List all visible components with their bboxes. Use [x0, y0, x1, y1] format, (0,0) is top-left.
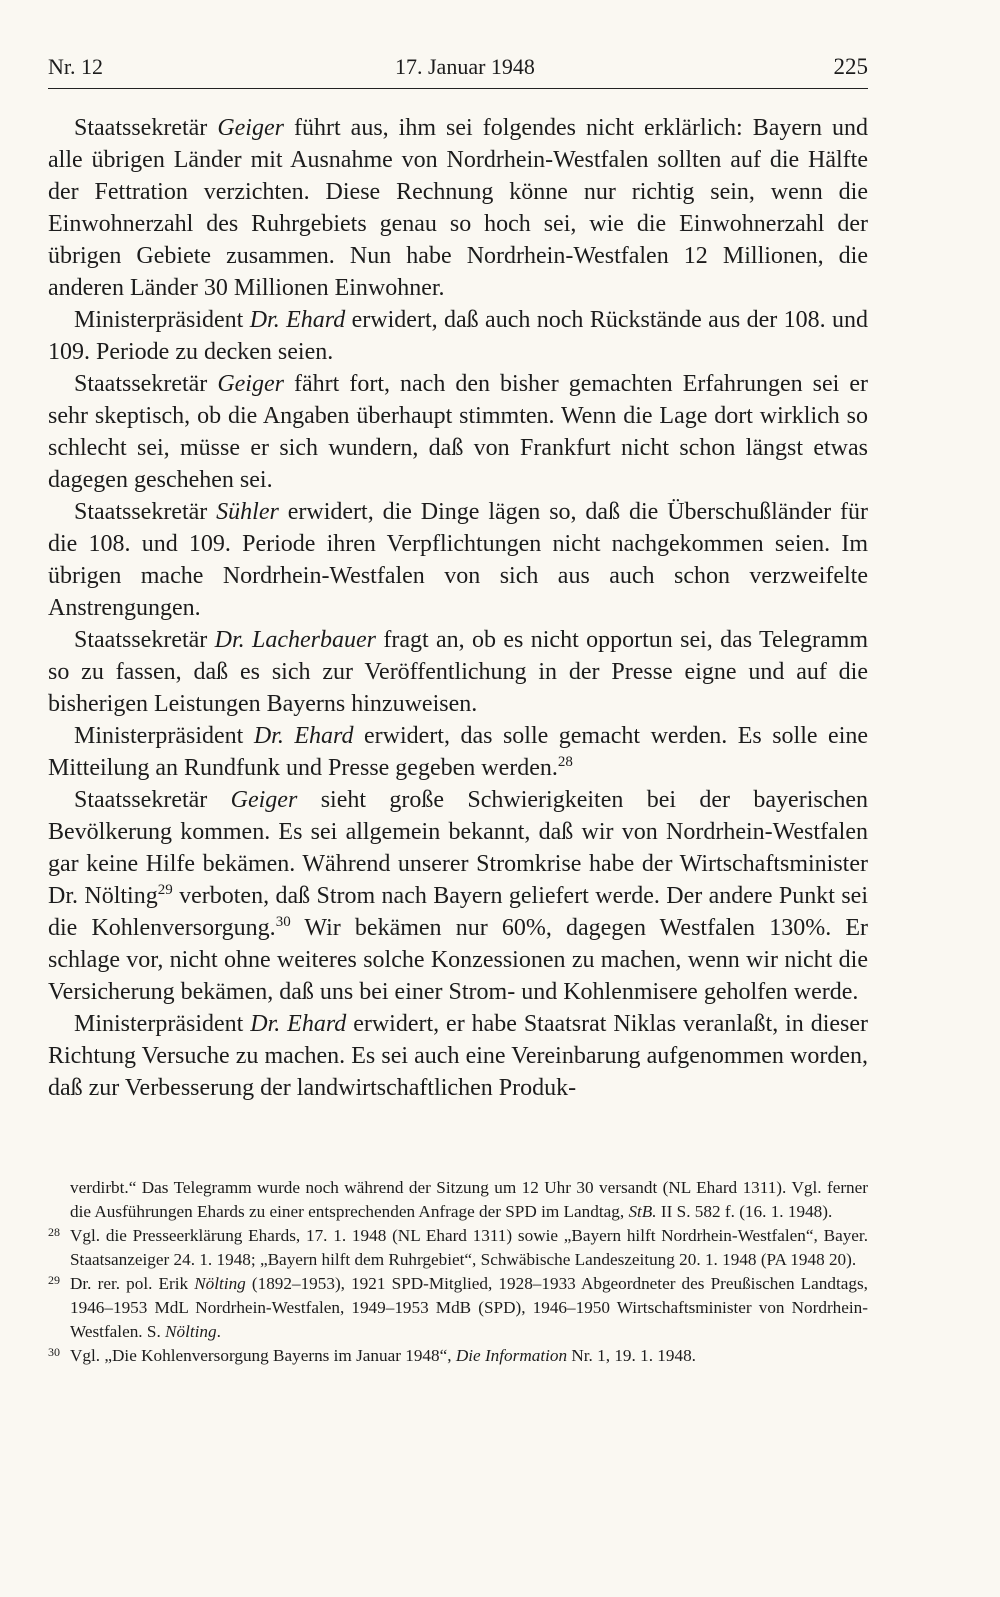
speaker-name: Geiger: [217, 371, 284, 397]
footnote-text: Vgl. „Die Kohlenversorgung Bayerns im Januar 1948“,: [70, 1346, 456, 1365]
speaker-title: Ministerpräsident: [74, 307, 244, 333]
paragraph: [48, 304, 868, 368]
paragraph-text: erwidert, er habe Staatsrat Niklas veranlaßt, in dieser Richtung Versuche zu machen. Es sei auch eine Vereinbarung aufgenommen worden, daß zur Verbesserung der landwirtschaftlichen Produk-: [48, 1011, 869, 1101]
footnote-italic: Nölting: [165, 1322, 217, 1341]
paragraph-text: sieht große Schwierigkeiten bei der bayerischen Bevölkerung kommen. Es sei allgemein bekannt, daß wir von Nordrhein-Westfalen gar keine Hilfe bekämen. Während unserer Stromkrise habe der Wirtschaftsminister Dr. Nölting: [48, 787, 869, 909]
footnote-30: [48, 1344, 868, 1368]
speaker-title: Ministerpräsident: [74, 1011, 244, 1037]
speaker-name: Dr. Ehard: [253, 723, 354, 749]
footnote-text: verdirbt.“ Das Telegramm wurde noch während der Sitzung um 12 Uhr 30 versandt (NL Ehard 1311). Vgl. ferner die Ausführungen Ehards zu einer entsprechenden Anfrage der SPD im Landtag,: [70, 1178, 868, 1221]
footnote-ref: 29: [157, 882, 173, 898]
paragraph-text: erwidert, daß auch noch Rückstände aus der 108. und 109. Periode zu decken seien.: [48, 307, 869, 365]
speaker-title: Ministerpräsident: [74, 723, 244, 749]
paragraph-text: führt aus, ihm sei folgendes nicht erklärlich: Bayern und alle übrigen Länder mit Ausnahme von Nordrhein-Westfalen sollten auf die Hälfte der Fettration verzichten. Diese Rechnung könne nur richtig sein, wenn die Einwohnerzahl des Ruhrgebiets genau so hoch sei, wie die Einwohnerzahl der übrigen Gebiete zusammen. Nun habe Nordrhein-Westfalen 12 Millionen, die anderen Länder 30 Millionen Einwohner.: [48, 115, 869, 301]
footnote-text: .: [216, 1322, 221, 1341]
footnote-ref: 30: [275, 914, 291, 930]
speaker-title: Staatssekretär: [74, 787, 208, 813]
paragraph: [48, 368, 868, 496]
document-date: 17. Januar 1948: [395, 54, 535, 79]
footnote-ref: 28: [557, 754, 573, 770]
speaker-name: Dr. Lacherbauer: [214, 627, 376, 653]
footnote-number: 30: [48, 1345, 60, 1359]
paragraph: [48, 496, 868, 624]
footnote-italic: Nölting: [194, 1274, 246, 1293]
footnote-number: 28: [48, 1225, 60, 1239]
speaker-title: Staatssekretär: [74, 115, 208, 141]
paragraph-text: fragt an, ob es nicht opportun sei, das Telegramm so zu fassen, daß es sich zur Veröffentlichung in der Presse eigne und auf die bisherigen Leistungen Bayerns hinzuweisen.: [48, 627, 868, 717]
speaker-name: Sühler: [216, 499, 279, 525]
paragraph-text: verboten, daß Strom nach Bayern geliefert werde. Der andere Punkt sei die Kohlenversorgung.: [48, 883, 868, 941]
footnotes: [48, 1176, 868, 1368]
paragraph: [48, 624, 868, 720]
footnote-italic: Die Information: [455, 1346, 568, 1365]
footnote-continuation: [48, 1176, 868, 1224]
footnote-number: 29: [48, 1273, 60, 1287]
paragraph: [48, 784, 868, 1008]
speaker-title: Staatssekretär: [74, 371, 208, 397]
paragraph-text: fährt fort, nach den bisher gemachten Erfahrungen sei er sehr skeptisch, ob die Angaben überhaupt stimmten. Wenn die Lage dort wirklich so schlecht sei, müsse er sich wundern, daß von Frankfurt nicht schon längst etwas dagegen geschehen sei.: [48, 371, 868, 493]
footnote-text: Dr. rer. pol. Erik: [70, 1274, 195, 1293]
page-header: [48, 48, 868, 89]
paragraph: [48, 1008, 868, 1104]
footnote-text: (1892–1953), 1921 SPD-Mitglied, 1928–1933 Abgeordneter des Preußischen Landtags, 1946–1953 MdL Nordrhein-Westfalen, 1949–1953 MdB (SPD), 1946–1950 Wirtschaftsminister von Nordrhein-Westfalen. S.: [70, 1274, 868, 1341]
speaker-name: Dr. Ehard: [250, 1011, 347, 1037]
page-number: 225: [833, 54, 868, 79]
footnote-text: II S. 582 f. (16. 1. 1948).: [656, 1202, 833, 1221]
speaker-title: Staatssekretär: [74, 627, 208, 653]
footnote-28: [48, 1224, 868, 1272]
paragraph-text: Wir bekämen nur 60%, dagegen Westfalen 130%. Er schlage vor, nicht ohne weiteres solche Konzessionen zu machen, wenn wir nicht die Versicherung bekämen, daß uns bei einer Strom- und Kohlenmisere geholfen werde.: [48, 915, 869, 1005]
body-text: [48, 112, 868, 1104]
speaker-name: Dr. Ehard: [249, 307, 346, 333]
paragraph: [48, 112, 868, 304]
speaker-name: Geiger: [217, 115, 284, 141]
footnote-italic: StB.: [628, 1202, 657, 1221]
speaker-name: Geiger: [230, 787, 298, 813]
paragraph-text: erwidert, das solle gemacht werden. Es solle eine Mitteilung an Rundfunk und Presse gegeben werden.: [48, 723, 869, 781]
speaker-title: Staatssekretär: [74, 499, 208, 525]
paragraph-text: erwidert, die Dinge lägen so, daß die Überschußländer für die 108. und 109. Periode ihren Verpflichtungen nicht nachgekommen seien. Im übrigen mache Nordrhein-Westfalen von sich aus auch schon verzweifelte Anstrengungen.: [48, 499, 868, 621]
document-number: Nr. 12: [48, 54, 103, 79]
footnote-29: [48, 1272, 868, 1344]
footnote-text: Nr. 1, 19. 1. 1948.: [567, 1346, 696, 1365]
paragraph: [48, 720, 868, 784]
footnote-text: Vgl. die Presseerklärung Ehards, 17. 1. 1948 (NL Ehard 1311) sowie „Bayern hilft Nordrhein-Westfalen“, Bayer. Staatsanzeiger 24. 1. 1948; „Bayern hilft dem Ruhrgebiet“, Schwäbische Landeszeitung 20. 1. 1948 (PA 1948 20).: [70, 1226, 868, 1269]
